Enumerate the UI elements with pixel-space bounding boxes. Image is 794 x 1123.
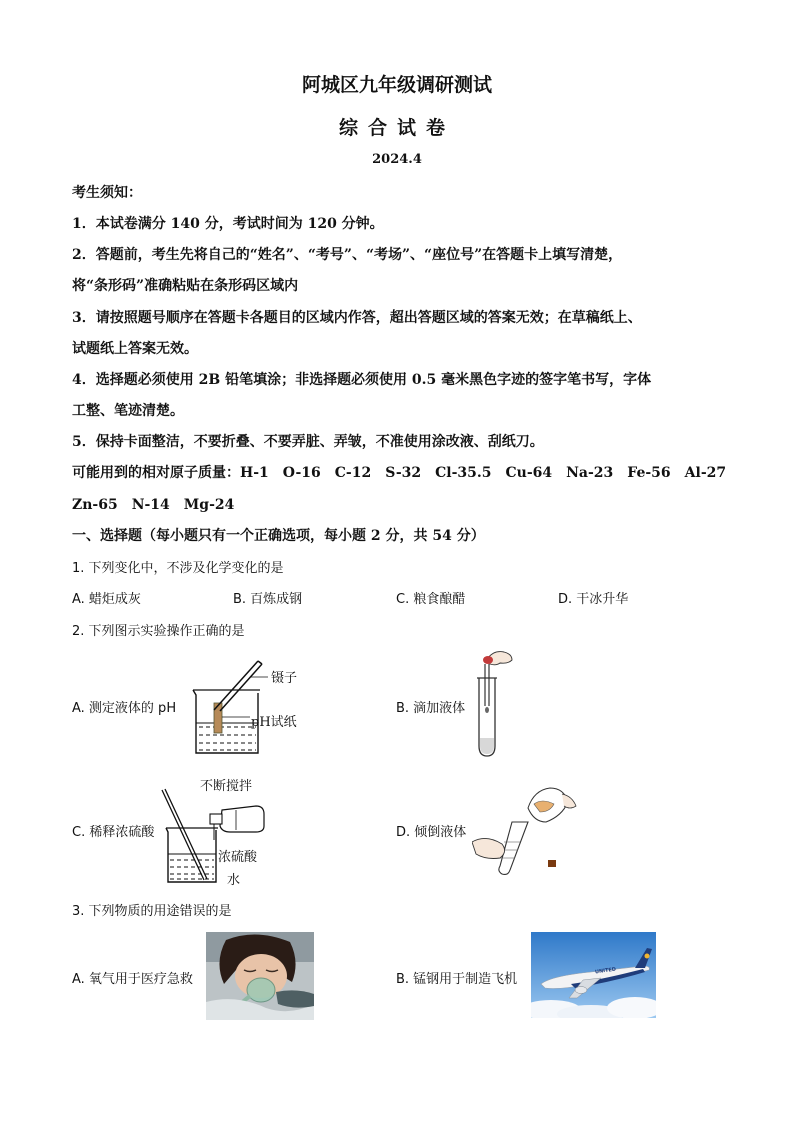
ph-paper-label: pH试纸 bbox=[251, 715, 297, 730]
question-stem: 3. 下列物质的用途错误的是 bbox=[72, 904, 232, 919]
option-a-label: A. 氧气用于医疗急救 bbox=[72, 972, 193, 987]
notice-item: 试题纸上答案无效。 bbox=[72, 341, 198, 357]
option-a: A. 蜡炬成灰 bbox=[72, 592, 141, 607]
exam-title: 阿城区九年级调研测试 bbox=[301, 74, 492, 96]
stir-label: 不断搅拌 bbox=[200, 779, 253, 794]
pouring-figure bbox=[472, 782, 582, 878]
option-b-label: B. 锰钢用于制造飞机 bbox=[396, 972, 518, 987]
tweezers-label: 镊子 bbox=[271, 671, 298, 686]
exam-date: 2024.4 bbox=[372, 152, 422, 167]
notice-item: 将“条形码”准确粘贴在条形码区域内 bbox=[72, 278, 299, 294]
option-b: B. 百炼成钢 bbox=[233, 592, 303, 607]
question-stem: 2. 下列图示实验操作正确的是 bbox=[72, 624, 245, 639]
atomic-masses: Zn-65 N-14 Mg-24 bbox=[72, 497, 235, 513]
notice-item: 3．请按照题号顺序在答题卡各题目的区域内作答，超出答题区域的答案无效；在草稿纸上、 bbox=[72, 310, 642, 326]
airline-logo-text: UNITED bbox=[594, 966, 617, 976]
atomic-masses: 可能用到的相对原子质量：H-1 O-16 C-12 S-32 Cl-35.5 Cu-64 Na-23 Fe-56 Al-27 bbox=[72, 465, 727, 481]
option-d: D. 干冰升华 bbox=[558, 592, 629, 607]
water-label: 水 bbox=[227, 873, 241, 888]
option-c: C. 粮食酿醋 bbox=[396, 592, 466, 607]
option-b-label: B. 滴加液体 bbox=[396, 701, 466, 716]
question-stem: 1. 下列变化中，不涉及化学变化的是 bbox=[72, 561, 284, 576]
section-heading: 一、选择题（每小题只有一个正确选项，每小题 2 分，共 54 分） bbox=[72, 528, 485, 544]
exam-subtitle: 综合试卷 bbox=[338, 117, 455, 139]
notice-item: 1．本试卷满分 140 分，考试时间为 120 分钟。 bbox=[72, 216, 384, 232]
notice-item: 4．选择题必须使用 2B 铅笔填涂；非选择题必须使用 0.5 毫米黑色字迹的签字笔书写，字体 bbox=[72, 372, 652, 388]
notice-item: 2．答题前，考生先将自己的“姓名”、“考号”、“考场”、“座位号”在答题卡上填写清楚， bbox=[72, 247, 623, 263]
acid-label: 浓硫酸 bbox=[218, 850, 258, 865]
option-d-label: D. 倾倒液体 bbox=[396, 825, 467, 840]
airplane-photo bbox=[531, 932, 656, 1018]
dropper-figure bbox=[468, 648, 518, 760]
dilute-acid-figure bbox=[160, 780, 270, 888]
option-a-label: A. 测定液体的 pH bbox=[72, 701, 177, 716]
notice-item: 5．保持卡面整洁，不要折叠、不要弄脏、弄皱，不准使用涂改液、刮纸刀。 bbox=[72, 434, 544, 450]
notice-item: 工整、笔迹清楚。 bbox=[72, 403, 184, 419]
notice-heading: 考生须知： bbox=[72, 185, 142, 201]
medical-oxygen-photo bbox=[206, 932, 314, 1020]
option-c-label: C. 稀释浓硫酸 bbox=[72, 825, 155, 840]
